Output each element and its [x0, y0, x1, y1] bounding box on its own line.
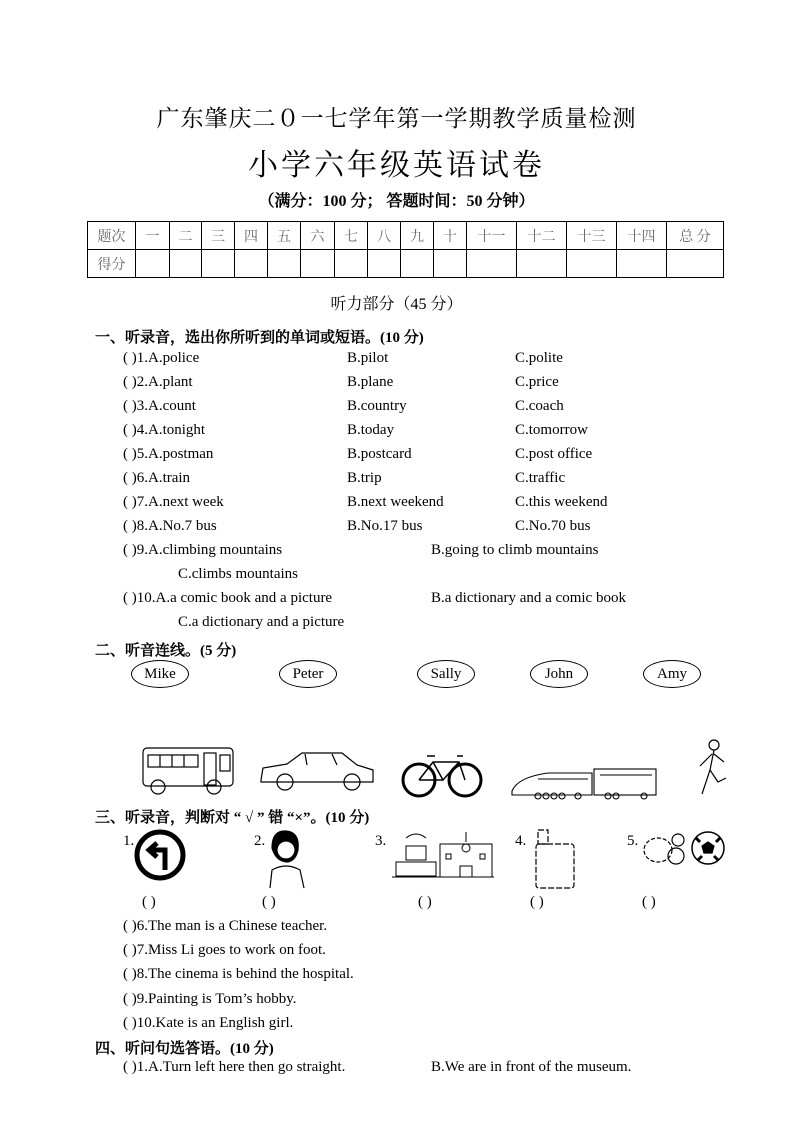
score-table-header-cell: 五 [268, 222, 301, 250]
score-cell[interactable] [268, 250, 301, 278]
s1-option-c: C.climbs mountains [178, 566, 298, 582]
section4-heading: 四、听问句选答语。(10 分) [95, 1041, 274, 1057]
s1-option-b: B.next weekend [347, 494, 444, 510]
s1-option-c: C.polite [515, 350, 563, 366]
score-cell[interactable] [401, 250, 434, 278]
s1-option-c: C.post office [515, 446, 593, 462]
score-table-header-cell: 六 [301, 222, 335, 250]
score-table-header-cell: 八 [368, 222, 401, 250]
s1-question: ( )8.A.No.7 bus [123, 518, 217, 534]
score-table-header-cell: 十三 [567, 222, 617, 250]
girl-on-phone-picture [260, 828, 310, 890]
s1-option-c: C.tomorrow [515, 422, 588, 438]
score-table-header-cell: 二 [170, 222, 202, 250]
s1-option-b: B.going to climb mountains [431, 542, 599, 558]
walking-man-picture [690, 738, 732, 798]
s3-statement: ( )8.The cinema is behind the hospital. [123, 966, 354, 983]
sports-balls-picture [640, 826, 726, 870]
s1-question: ( )6.A.train [123, 470, 191, 486]
name-oval-sally: Sally [417, 660, 475, 688]
name-oval-peter: Peter [279, 660, 337, 688]
s1-option-b: B.country [347, 398, 407, 414]
pic-label-4: 4. [515, 833, 527, 849]
score-cell[interactable] [368, 250, 401, 278]
answer-paren-3[interactable]: ( ) [418, 894, 432, 910]
bus-picture [140, 745, 238, 797]
score-cell[interactable] [301, 250, 335, 278]
score-table-header-cell: 题次 [88, 222, 136, 250]
score-cell[interactable] [235, 250, 268, 278]
pic-label-2: 2. [254, 833, 266, 849]
s1-option-b: B.postcard [347, 446, 412, 462]
score-table-header-cell: 十 [434, 222, 467, 250]
exam-title: 小学六年级英语试卷 [248, 148, 545, 183]
score-cell[interactable] [617, 250, 667, 278]
s1-option-b: B.trip [347, 470, 382, 486]
s1-question: ( )7.A.next week [123, 494, 224, 510]
s1-option-c: C.No.70 bus [515, 518, 591, 534]
s1-question: ( )10.A.a comic book and a picture [123, 590, 333, 606]
score-table-header-cell: 十二 [517, 222, 567, 250]
s1-question: ( )9.A.climbing mountains [123, 542, 283, 558]
answer-paren-4[interactable]: ( ) [530, 894, 544, 910]
score-cell[interactable] [434, 250, 467, 278]
listening-section-title: 听力部分（45 分） [330, 296, 463, 313]
name-oval-mike: Mike [131, 660, 189, 688]
score-table-header-cell: 十四 [617, 222, 667, 250]
score-table-header-row [88, 222, 724, 250]
turn-left-sign-picture [133, 828, 187, 882]
score-cell[interactable] [567, 250, 617, 278]
s1-question: ( )2.A.plant [123, 374, 193, 390]
score-table-header-cell: 四 [235, 222, 268, 250]
score-table-header-cell: 七 [335, 222, 368, 250]
s1-option-c: C.coach [515, 398, 564, 414]
car-picture [257, 750, 377, 795]
s3-statement: ( )10.Kate is an English girl. [123, 1014, 294, 1031]
score-table-header-cell: 总 分 [667, 222, 724, 250]
score-table-header-cell: 三 [202, 222, 235, 250]
s1-option-c: C.a dictionary and a picture [178, 614, 345, 630]
s1-option-b: B.pilot [347, 350, 389, 366]
suitcase-picture [532, 826, 580, 892]
pic-label-5: 5. [627, 833, 639, 849]
section1-heading: 一、听录音，选出你所听到的单词或短语。(10 分) [95, 330, 424, 346]
bicycle-picture [401, 752, 483, 798]
score-table-header-cell: 九 [401, 222, 434, 250]
score-cell[interactable] [517, 250, 567, 278]
section2-heading: 二、听音连线。(5 分) [95, 643, 237, 659]
answer-paren-1[interactable]: ( ) [142, 894, 156, 910]
score-label: 得分 [88, 250, 136, 278]
score-cell[interactable] [667, 250, 724, 278]
name-oval-john: John [530, 660, 588, 688]
s1-question: ( )4.A.tonight [123, 422, 206, 438]
answer-paren-5[interactable]: ( ) [642, 894, 656, 910]
exam-header-title: 广东肇庆二０一七学年第一学期教学质量检测 [156, 106, 637, 132]
score-table-score-row [88, 250, 724, 278]
buildings-picture [392, 830, 494, 880]
score-cell[interactable] [136, 250, 170, 278]
pic-label-3: 3. [375, 833, 387, 849]
pic-label-1: 1. [123, 833, 135, 849]
s1-question: ( )3.A.count [123, 398, 196, 414]
s3-statement: ( )7.Miss Li goes to work on foot. [123, 942, 326, 959]
score-table-header-cell: 十一 [467, 222, 517, 250]
score-cell[interactable] [335, 250, 368, 278]
score-cell[interactable] [202, 250, 235, 278]
s4-option-b: B.We are in front of the museum. [431, 1059, 632, 1075]
s1-question: ( )5.A.postman [123, 446, 214, 462]
name-oval-amy: Amy [643, 660, 701, 688]
score-cell[interactable] [170, 250, 202, 278]
score-cell[interactable] [467, 250, 517, 278]
score-table [87, 221, 724, 278]
s1-option-b: B.No.17 bus [347, 518, 423, 534]
s3-statement: ( )6.The man is a Chinese teacher. [123, 918, 328, 934]
s1-option-c: C.this weekend [515, 494, 608, 510]
s1-option-b: B.today [347, 422, 395, 438]
score-table-header-cell: 一 [136, 222, 170, 250]
exam-subtitle: （满分：100 分； 答题时间：50 分钟） [258, 193, 535, 210]
s4-question-1: ( )1.A.Turn left here then go straight. [123, 1059, 346, 1075]
s1-question: ( )1.A.police [123, 350, 200, 366]
s1-option-c: C.traffic [515, 470, 566, 486]
s1-option-b: B.plane [347, 374, 394, 390]
answer-paren-2[interactable]: ( ) [262, 894, 276, 910]
s1-option-c: C.price [515, 374, 559, 390]
s3-statement: ( )9.Painting is Tom’s hobby. [123, 990, 297, 1007]
section3-heading: 三、听录音，判断对 “ √ ” 错 “×”。(10 分) [95, 810, 370, 826]
s1-option-b: B.a dictionary and a comic book [431, 590, 626, 606]
train-picture [508, 765, 660, 801]
